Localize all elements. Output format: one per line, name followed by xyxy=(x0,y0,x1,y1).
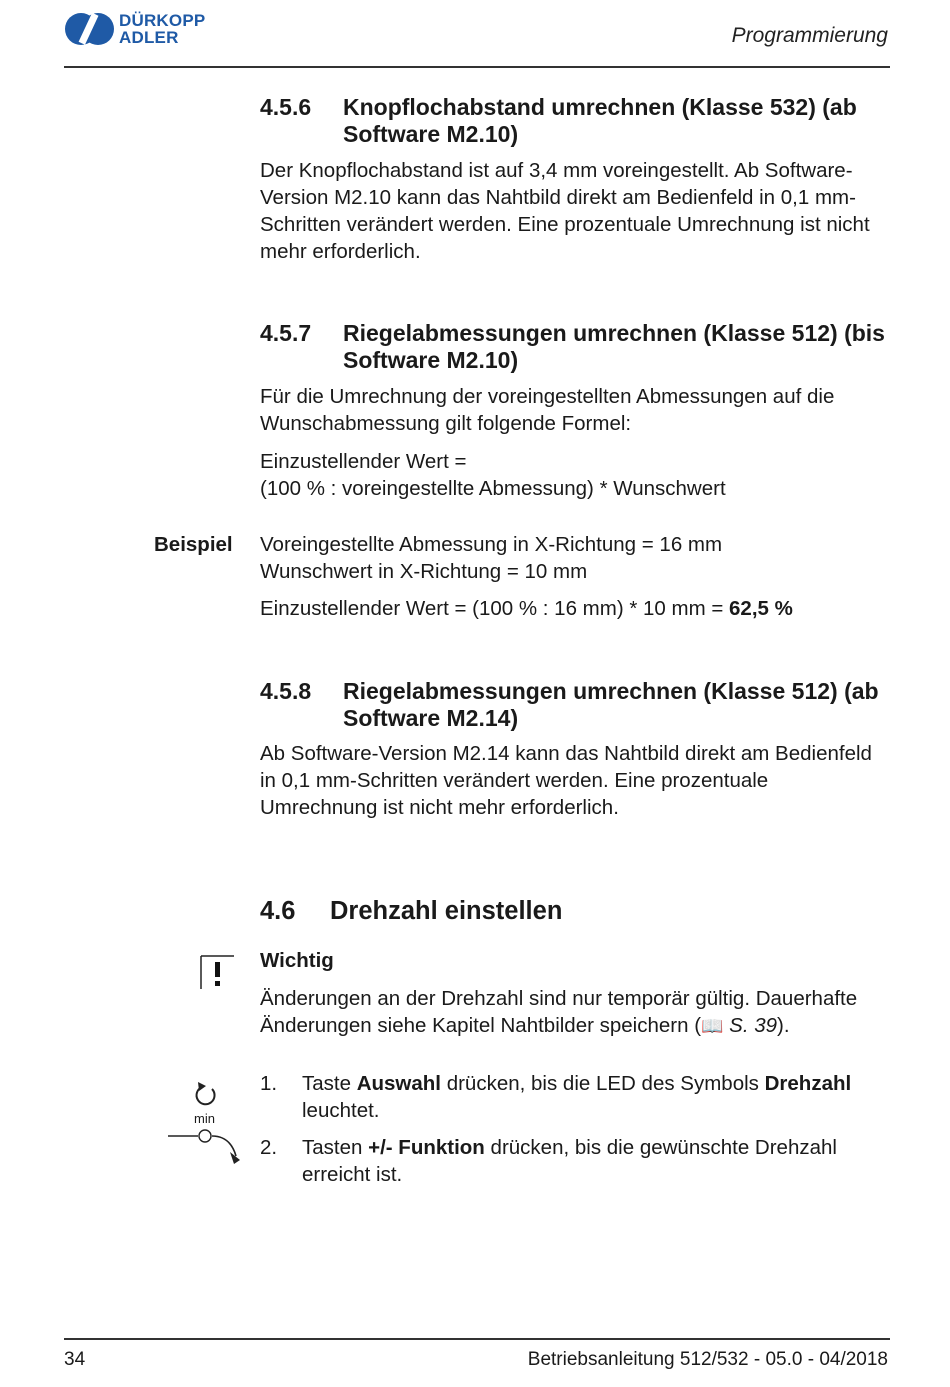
step-1-number: 1. xyxy=(260,1072,278,1095)
example-line-2: Wunschwert in X-Richtung = 10 mm xyxy=(260,560,588,583)
header-section-title: Programmierung xyxy=(731,24,888,47)
step-2-number: 2. xyxy=(260,1136,278,1159)
page-reference: S. 39 xyxy=(723,1014,778,1037)
formula-line-2: (100 % : voreingestellte Abmessung) * Wunschwert xyxy=(260,477,726,500)
step-text: drücken, bis die gewünschte Drehzahl erreicht ist. xyxy=(302,1136,837,1186)
step-text: leuchtet. xyxy=(302,1099,380,1122)
key-name: +/- Funktion xyxy=(368,1136,485,1159)
page-number: 34 xyxy=(64,1349,86,1370)
book-reference-icon: 📖 xyxy=(701,1016,724,1036)
heading-4-5-6 xyxy=(260,94,890,148)
heading-text: Knopflochabstand umrechnen (Klasse 532) (ab Software M2.10) xyxy=(343,94,857,147)
speed-symbol xyxy=(168,1078,243,1168)
logo-line-2: ADLER xyxy=(119,28,179,47)
step-2-text xyxy=(302,1134,892,1188)
paragraph-4-5-8: Ab Software-Version M2.14 kann das Nahtbild direkt am Bedienfeld in 0,1 mm-Schritten verändert werden. Eine prozentuale Umrechnung ist nicht mehr erforderlich. xyxy=(260,742,872,819)
step-text: Tasten xyxy=(302,1136,369,1159)
example-label: Beispiel xyxy=(154,533,233,556)
example-result-text: Einzustellender Wert = (100 % : 16 mm) * 10 mm = xyxy=(260,597,730,620)
speed-symbol-label: min xyxy=(194,1111,215,1126)
important-label: Wichtig xyxy=(260,949,334,972)
document-info: Betriebsanleitung 512/532 - 05.0 - 04/2018 xyxy=(527,1349,888,1370)
heading-number: 4.5.7 xyxy=(260,320,312,346)
heading-number: 4.5.6 xyxy=(260,94,312,120)
example-line-1: Voreingestellte Abmessung in X-Richtung = 16 mm xyxy=(260,533,723,556)
logo-text xyxy=(119,12,205,46)
heading-4-5-7 xyxy=(260,320,890,374)
header-divider xyxy=(64,66,890,68)
heading-4-5-8 xyxy=(260,678,890,732)
heading-text: Riegelabmessungen umrechnen (Klasse 512) (bis Software M2.10) xyxy=(343,320,885,373)
symbol-name: Drehzahl xyxy=(764,1072,852,1095)
logo-mark-icon xyxy=(64,12,114,46)
formula xyxy=(260,448,890,502)
important-text-main: Änderungen an der Drehzahl sind nur temporär gültig. Dauerhafte Änderungen siehe Kapitel Nahtbilder speichern ( xyxy=(260,987,858,1037)
step-text: drücken, bis die LED des Symbols xyxy=(441,1072,765,1095)
important-text-end: ). xyxy=(777,1014,790,1037)
heading-number: 4.5.8 xyxy=(260,678,312,704)
example-values xyxy=(260,531,890,585)
formula-line-1: Einzustellender Wert = xyxy=(260,450,467,473)
step-1-text xyxy=(302,1070,892,1124)
warning-exclamation-icon xyxy=(198,954,236,992)
key-name: Auswahl xyxy=(356,1072,441,1095)
footer-divider xyxy=(64,1338,890,1340)
heading-text: Drehzahl einstellen xyxy=(330,897,563,925)
company-logo xyxy=(64,12,234,52)
important-text xyxy=(260,985,890,1040)
example-result-value: 62,5 % xyxy=(729,597,793,620)
example-result xyxy=(260,595,890,622)
heading-text: Riegelabmessungen umrechnen (Klasse 512) (ab Software M2.14) xyxy=(343,678,879,731)
paragraph-formula-intro: Für die Umrechnung der voreingestellten Abmessungen auf die Wunschabmessung gilt folgende Formel: xyxy=(260,385,835,435)
paragraph-4-5-6: Der Knopflochabstand ist auf 3,4 mm voreingestellt. Ab Software-Version M2.10 kann das Nahtbild direkt am Bedienfeld in 0,1 mm-Schritten verändert werden. Eine prozentuale Umrechnung ist nicht mehr erforderlich. xyxy=(260,159,870,263)
step-text: Taste xyxy=(302,1072,357,1095)
heading-number: 4.6 xyxy=(260,897,296,925)
logo-line-1: DÜRKOPP xyxy=(119,11,206,30)
